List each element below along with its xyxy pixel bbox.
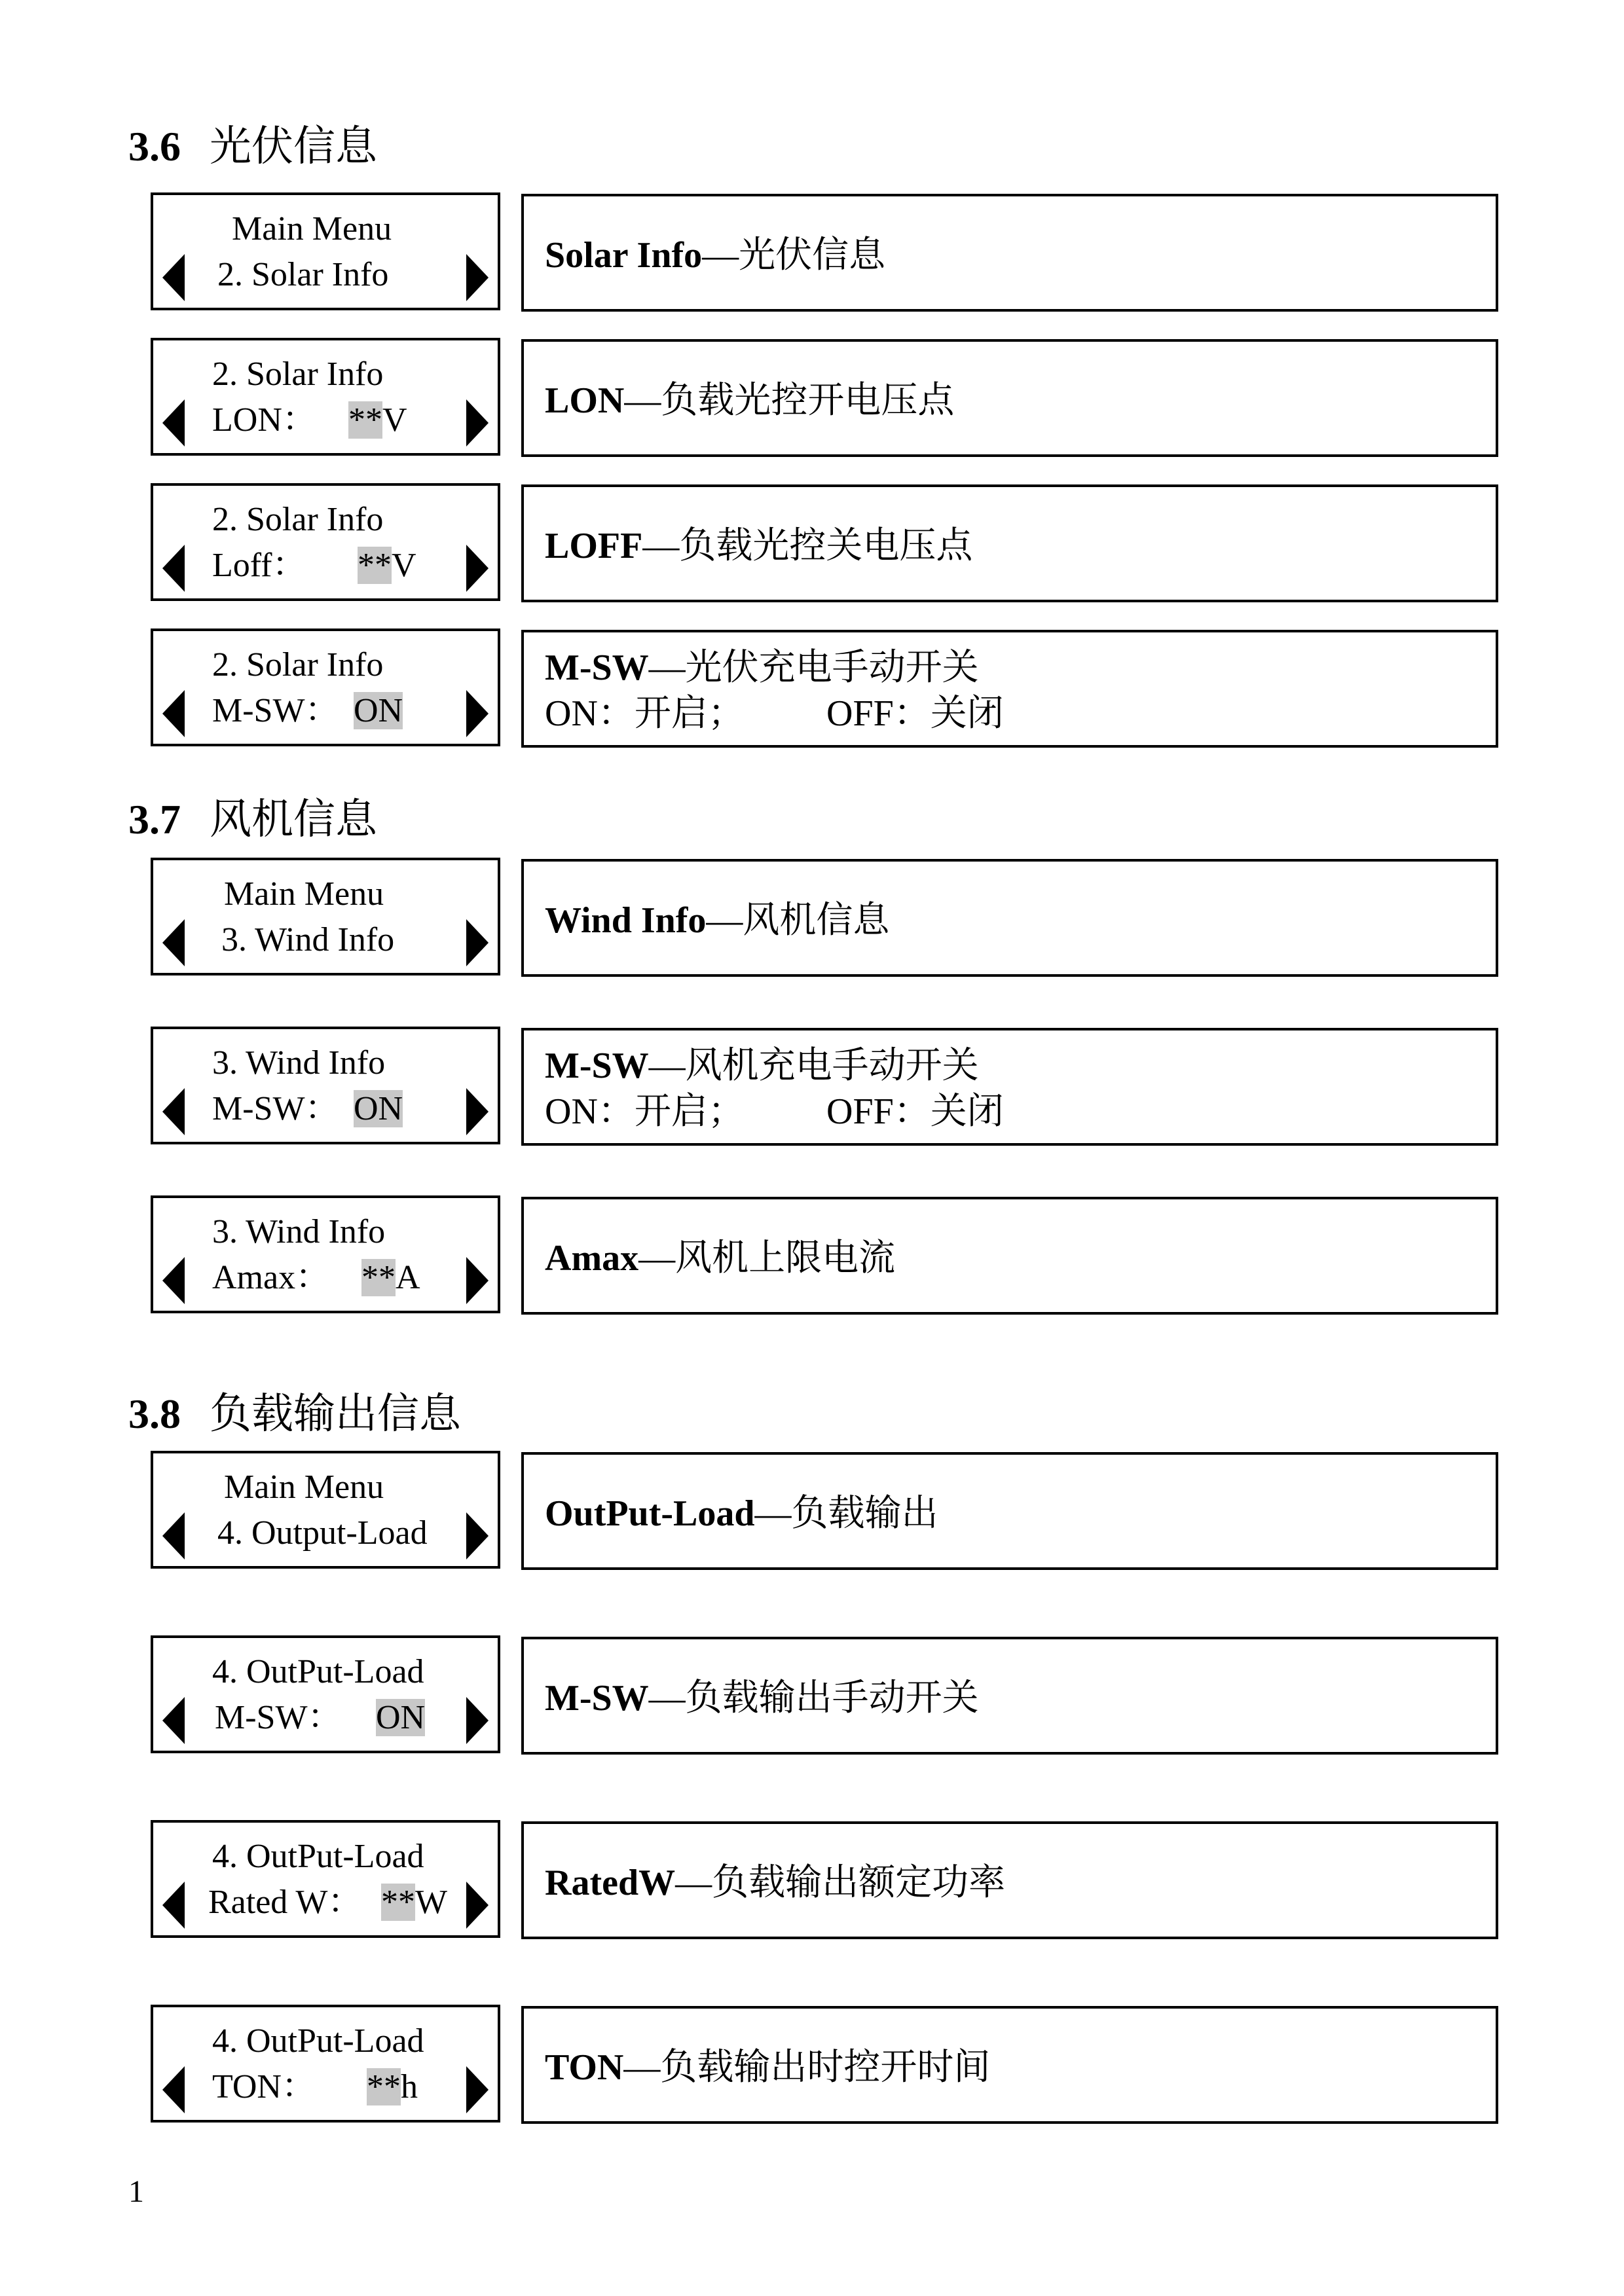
lcd-label: TON： (212, 2068, 316, 2105)
desc-line (545, 646, 979, 690)
desc-text: —风机上限电流 (638, 1238, 896, 1279)
lcd-unit: W (415, 1884, 448, 1921)
section-number: 3.8 (128, 1391, 181, 1437)
right-arrow-icon[interactable] (466, 545, 489, 592)
lcd-label: Amax： (212, 1259, 330, 1296)
desc-text: —负载输出时控开时间 (623, 2047, 991, 2088)
lcd-unit: V (382, 401, 407, 439)
lcd-value: ** (348, 401, 382, 439)
lcd-label: M-SW： (212, 692, 339, 729)
desc-line (545, 233, 885, 278)
section-number: 3.6 (128, 123, 181, 170)
lcd-value: ON (376, 1699, 426, 1736)
desc-box-wind-info (521, 859, 1498, 977)
lcd-screen-output-msw (151, 1635, 500, 1753)
left-arrow-icon[interactable] (162, 1257, 185, 1304)
desc-key: LOFF (545, 526, 643, 566)
lcd-value-line (376, 1697, 425, 1739)
desc-line (545, 2045, 990, 2090)
section-heading-3-7 (128, 793, 377, 846)
lcd-value-line (381, 1882, 447, 1923)
left-arrow-icon[interactable] (162, 1882, 185, 1929)
right-arrow-icon[interactable] (466, 1882, 489, 1929)
lcd-line1: 4. OutPut-Load (212, 1838, 424, 1875)
desc-key: M-SW (545, 1678, 649, 1719)
right-arrow-icon[interactable] (466, 1697, 489, 1744)
page-number: 1 (128, 2174, 144, 2209)
lcd-label: Rated W： (208, 1884, 362, 1921)
desc-on-text: ON：开启； (545, 1091, 745, 1132)
desc-text: —风机充电手动开关 (648, 1046, 979, 1086)
lcd-line1: 4. OutPut-Load (212, 1653, 424, 1690)
desc-key: OutPut-Load (545, 1493, 755, 1534)
desc-key: LON (545, 380, 625, 421)
lcd-line1: Main Menu (224, 1468, 384, 1506)
desc-line (545, 1491, 938, 1536)
lcd-value-line (348, 399, 407, 441)
left-arrow-icon[interactable] (162, 399, 185, 446)
lcd-value: ON (354, 1090, 403, 1127)
right-arrow-icon[interactable] (466, 2066, 489, 2113)
desc-line (545, 524, 972, 568)
lcd-screen-main-output (151, 1451, 500, 1569)
desc-key: TON (545, 2047, 624, 2088)
lcd-line1: 3. Wind Info (212, 1044, 386, 1082)
desc-key: M-SW (545, 1046, 649, 1086)
left-arrow-icon[interactable] (162, 1697, 185, 1744)
lcd-line1: 2. Solar Info (212, 355, 384, 393)
lcd-screen-loff (151, 483, 500, 601)
lcd-line1: 4. OutPut-Load (212, 2022, 424, 2060)
desc-line (545, 378, 954, 423)
desc-text: —光伏信息 (702, 235, 886, 276)
desc-text: —负载输出 (754, 1493, 938, 1534)
desc-line (545, 898, 889, 943)
desc-key: Amax (545, 1238, 639, 1279)
right-arrow-icon[interactable] (466, 690, 489, 737)
lcd-screen-main-wind (151, 858, 500, 975)
section-number: 3.7 (128, 796, 181, 843)
desc-text: —负载输出手动开关 (648, 1678, 979, 1719)
desc-box-lon (521, 339, 1498, 457)
desc-key: Wind Info (545, 900, 707, 941)
desc-box-ton (521, 2006, 1498, 2124)
desc-line (545, 1676, 979, 1721)
lcd-unit: h (401, 2068, 418, 2105)
left-arrow-icon[interactable] (162, 254, 185, 301)
lcd-value-line (354, 1088, 403, 1130)
lcd-unit: V (392, 547, 416, 584)
section-title: 光伏信息 (210, 123, 377, 170)
desc-box-output-msw (521, 1637, 1498, 1755)
desc-box-rated-w (521, 1821, 1498, 1939)
lcd-line1: 3. Wind Info (212, 1213, 386, 1250)
lcd-label: Loff： (212, 547, 306, 584)
section-heading-3-8 (128, 1388, 461, 1440)
desc-text: —光伏充电手动开关 (648, 647, 979, 688)
left-arrow-icon[interactable] (162, 545, 185, 592)
left-arrow-icon[interactable] (162, 690, 185, 737)
lcd-line2: 2. Solar Info (217, 256, 389, 293)
desc-key: M-SW (545, 647, 649, 688)
desc-text: —风机信息 (706, 900, 890, 941)
lcd-value: ** (381, 1884, 415, 1921)
left-arrow-icon[interactable] (162, 919, 185, 966)
lcd-screen-lon (151, 338, 500, 456)
desc-line (545, 1044, 979, 1088)
desc-text: —负载光控开电压点 (624, 380, 955, 421)
lcd-screen-rated-w (151, 1820, 500, 1938)
desc-line (545, 1236, 895, 1281)
desc-off-text: OFF：关闭 (826, 693, 1004, 734)
right-arrow-icon[interactable] (466, 399, 489, 446)
right-arrow-icon[interactable] (466, 919, 489, 966)
lcd-value-line (367, 2066, 418, 2108)
section-title: 负载输出信息 (210, 1391, 461, 1437)
desc-box-wind-msw (521, 1028, 1498, 1146)
lcd-line1: 2. Solar Info (212, 501, 384, 538)
desc-text: —负载光控关电压点 (642, 526, 973, 566)
lcd-value-line (361, 1257, 420, 1299)
lcd-screen-wind-msw (151, 1027, 500, 1144)
lcd-screen-main-solar (151, 192, 500, 310)
section-title: 风机信息 (210, 796, 377, 843)
lcd-value-line (354, 690, 403, 732)
desc-box-output-load (521, 1452, 1498, 1570)
desc-text: —负载输出额定功率 (675, 1863, 1006, 1903)
desc-box-solar-msw (521, 630, 1498, 748)
lcd-screen-solar-msw (151, 629, 500, 746)
lcd-line1: Main Menu (232, 210, 392, 247)
desc-on-text: ON：开启； (545, 693, 745, 734)
section-heading-3-6 (128, 120, 377, 173)
lcd-label: LON： (212, 401, 316, 439)
lcd-value-line (358, 545, 416, 587)
right-arrow-icon[interactable] (466, 1088, 489, 1135)
lcd-value: ON (354, 692, 403, 729)
lcd-line1: 2. Solar Info (212, 646, 384, 683)
lcd-value: ** (361, 1259, 396, 1296)
lcd-label: M-SW： (215, 1699, 342, 1736)
desc-box-solar-info (521, 194, 1498, 312)
desc-line (545, 1861, 1005, 1905)
desc-key: Solar Info (545, 235, 703, 276)
desc-off-text: OFF：关闭 (826, 1091, 1004, 1132)
lcd-line2: 4. Output-Load (217, 1514, 428, 1552)
left-arrow-icon[interactable] (162, 1512, 185, 1559)
desc-key: RatedW (545, 1863, 676, 1903)
lcd-label: M-SW： (212, 1090, 339, 1127)
right-arrow-icon[interactable] (466, 254, 489, 301)
lcd-line2: 3. Wind Info (221, 921, 395, 958)
left-arrow-icon[interactable] (162, 1088, 185, 1135)
desc-box-loff (521, 484, 1498, 602)
lcd-screen-ton (151, 2005, 500, 2123)
desc-box-amax (521, 1197, 1498, 1315)
right-arrow-icon[interactable] (466, 1512, 489, 1559)
left-arrow-icon[interactable] (162, 2066, 185, 2113)
right-arrow-icon[interactable] (466, 1257, 489, 1304)
lcd-unit: A (396, 1259, 420, 1296)
lcd-value: ** (358, 547, 392, 584)
lcd-value: ** (367, 2068, 401, 2105)
lcd-screen-amax (151, 1195, 500, 1313)
lcd-line1: Main Menu (224, 875, 384, 913)
